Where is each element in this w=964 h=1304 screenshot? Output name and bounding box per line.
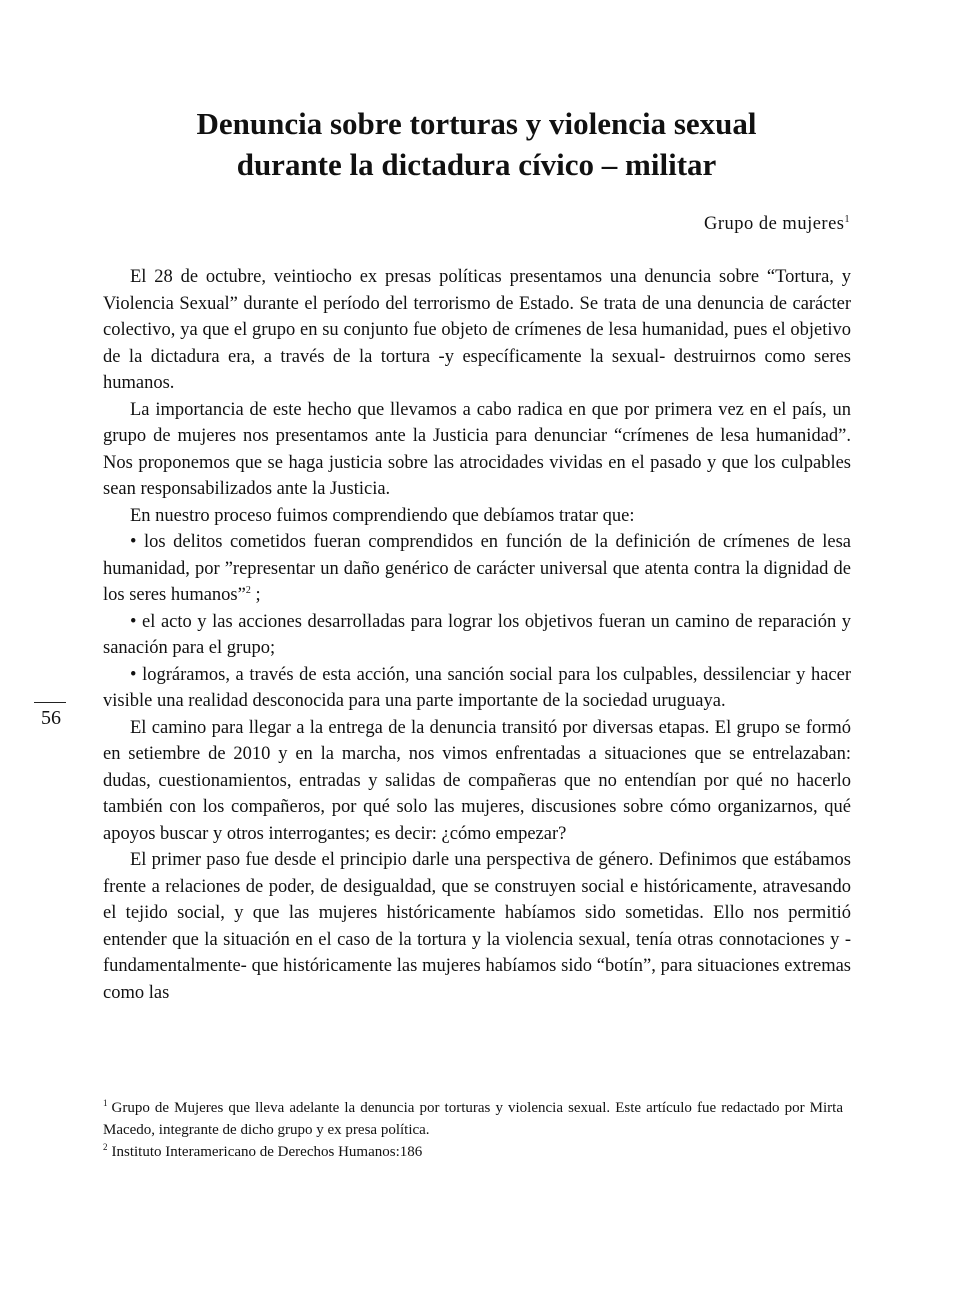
- paragraph-2: La importancia de este hecho que llevamos a cabo radica en que por primera vez en el país, un grupo de mujeres nos presentamos ante la Justicia para denunciar “crímenes de lesa humanidad”. Nos proponemos que se haga justicia sobre las atrocidades vividas en el pasado y que los culpables sean responsabilizados ante la Justicia.: [103, 399, 851, 499]
- title-line-2: durante la dictadura cívico – militar: [236, 147, 717, 182]
- footnote-1-mark: 1: [103, 1098, 108, 1108]
- title-line-1: Denuncia sobre torturas y violencia sexual: [196, 106, 757, 141]
- bullet-item-1: [103, 529, 851, 609]
- paragraph-4: El camino para llegar a la entrega de la denuncia transitó por diversas etapas. El grupo se formó en setiembre de 2010 y en la marcha, nos vimos enfrentadas a situaciones que se entrelazaban: dudas, cuestionamientos, entradas y salidas de compañeras que no entendían por qué no hacerlo también con los compañeros, por qué solo las mujeres, discusiones sobre cómo organizarnos, qué apoyos buscar y otros interrogantes; es decir: ¿cómo empezar?: [103, 717, 851, 844]
- footnote-2-text: Instituto Interamericano de Derechos Humanos:186: [111, 1144, 423, 1160]
- author-name: Grupo de mujeres: [703, 214, 845, 234]
- footnote-ref-2[interactable]: 2: [245, 584, 251, 596]
- paragraph-1: El 28 de octubre, veintiocho ex presas políticas presentamos una denuncia sobre “Tortura, y Violencia Sexual” durante el período del terrorismo de Estado. Se trata de una denuncia de carácter colectivo, ya que el grupo en su conjunto fue objeto de crímenes de lesa humanidad, pues el objetivo de la dictadura era, a través de la tortura -y específicamente la sexual- destruirnos como seres humanos.: [103, 267, 851, 393]
- author-line: [704, 214, 850, 235]
- bullet-item-1-tail: ;: [250, 585, 261, 605]
- page-title: [103, 103, 850, 185]
- page-number: 56: [41, 707, 61, 729]
- page-number-rule: [34, 702, 66, 703]
- footnote-ref-1[interactable]: 1: [844, 213, 850, 225]
- footnote-2: [103, 1141, 843, 1163]
- article-body: [103, 264, 851, 1006]
- footnote-2-mark: 2: [103, 1142, 108, 1152]
- bullet-item-3: • lográramos, a través de esta acción, una sanción social para los culpables, dessilenciar y hacer visible una realidad desconocida para una parte importante de la sociedad uruguaya.: [103, 664, 851, 711]
- paragraph-5: El primer paso fue desde el principio darle una perspectiva de género. Definimos que estábamos frente a relaciones de poder, de desigualdad, que se construyen social e históricamente, atravesando el tejido social, y que las mujeres históricamente habíamos sido sometidas. Ello nos permitió entender que la situación en el caso de la tortura y la violencia sexual, tenía otras connotaciones y -fundamentalmente- que históricamente las mujeres habíamos sido “botín”, para situaciones extremas como las: [103, 850, 851, 1003]
- footnote-1: [103, 1097, 843, 1141]
- footnote-1-text: Grupo de Mujeres que lleva adelante la denuncia por torturas y violencia sexual. Este artículo fue redactado por Mirta Macedo, integrante de dicho grupo y ex presa política.: [103, 1100, 843, 1138]
- bullet-item-2: • el acto y las acciones desarrolladas para lograr los objetivos fueran un camino de reparación y sanación para el grupo;: [103, 611, 851, 658]
- paragraph-3: En nuestro proceso fuimos comprendiendo que debíamos tratar que:: [130, 505, 635, 526]
- footnotes: [103, 1097, 843, 1163]
- bullet-item-1-text: • los delitos cometidos fueran comprendidos en función de la definición de crímenes de lesa humanidad, por ”representar un daño genérico de carácter universal que atenta contra la dignidad de los seres humanos”: [103, 532, 851, 605]
